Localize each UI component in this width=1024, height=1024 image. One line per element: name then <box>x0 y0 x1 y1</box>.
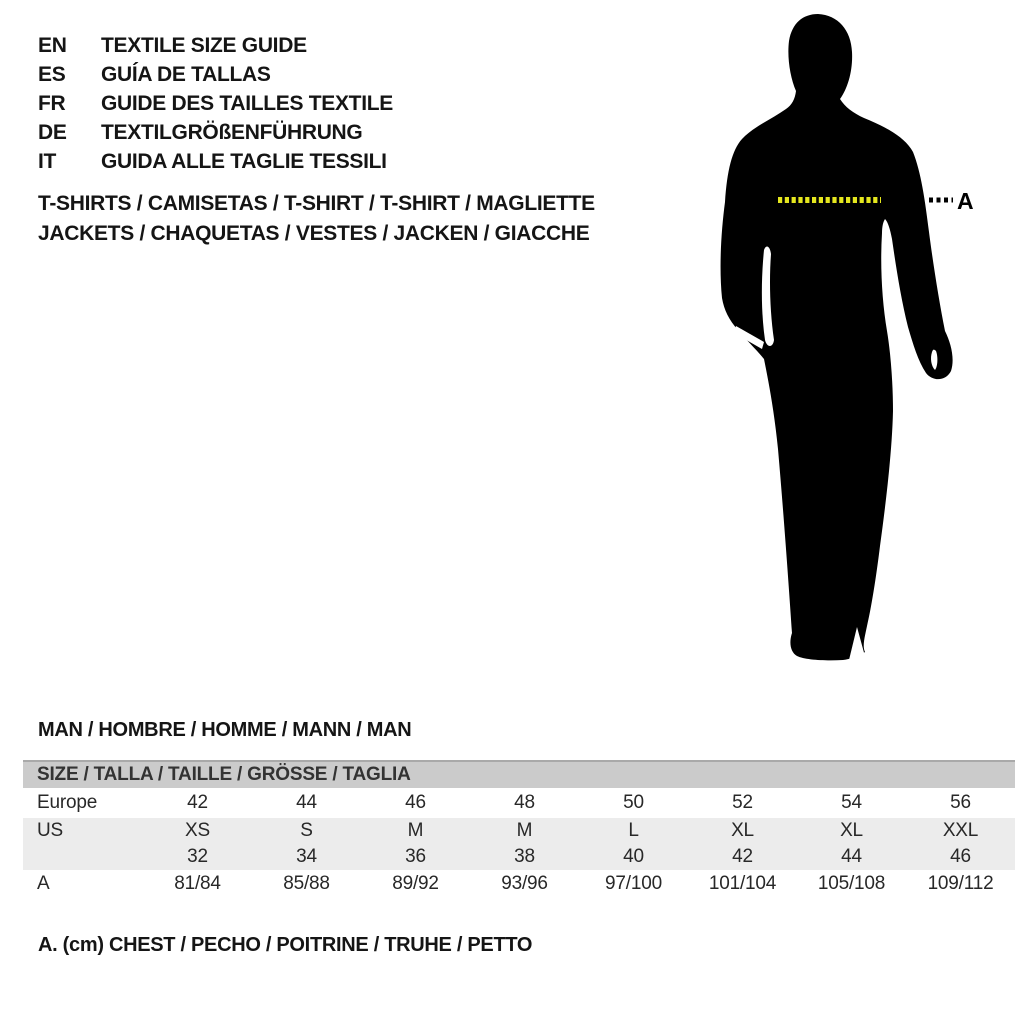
size-cell: M <box>407 820 424 841</box>
size-table-header: SIZE / TALLA / TAILLE / GRÖSSE / TAGLIA <box>23 760 1015 788</box>
size-cell: 36 <box>405 846 426 867</box>
row-label: A <box>37 873 50 894</box>
guide-title-en: TEXTILE SIZE GUIDE <box>101 34 307 57</box>
table-row-europe <box>23 788 1015 818</box>
size-cell: 34 <box>296 846 317 867</box>
size-cell: 109/112 <box>927 873 994 894</box>
language-code: DE <box>38 121 67 144</box>
size-cell: 52 <box>732 792 753 813</box>
guide-title-it: GUIDA ALLE TAGLIE TESSILI <box>101 150 387 173</box>
measure-label-a: A <box>957 188 974 214</box>
measurement-footnote: A. (cm) CHEST / PECHO / POITRINE / TRUHE / PETTO <box>38 934 533 956</box>
category-line-jackets: JACKETS / CHAQUETAS / VESTES / JACKEN / GIACCHE <box>38 222 590 245</box>
size-cell: 56 <box>950 792 971 813</box>
size-cell: XXL <box>942 820 979 841</box>
language-code: IT <box>38 150 57 173</box>
table-stripe-band <box>23 818 1015 870</box>
category-line-tshirts: T-SHIRTS / CAMISETAS / T-SHIRT / T-SHIRT / MAGLIETTE <box>38 192 595 215</box>
gender-title: MAN / HOMBRE / HOMME / MANN / MAN <box>38 719 412 741</box>
size-cell: 42 <box>732 846 753 867</box>
size-cell: 54 <box>841 792 862 813</box>
guide-title-fr: GUIDE DES TAILLES TEXTILE <box>101 92 393 115</box>
table-row-us <box>23 818 1015 844</box>
row-label: Europe <box>37 792 98 813</box>
guide-title-es: GUÍA DE TALLAS <box>101 63 271 86</box>
size-cell: 105/108 <box>817 873 886 894</box>
size-cell: 93/96 <box>501 873 548 894</box>
size-table <box>23 760 1015 898</box>
size-cell: 46 <box>405 792 426 813</box>
size-cell: 89/92 <box>392 873 439 894</box>
size-cell: 85/88 <box>283 873 330 894</box>
size-cell: 32 <box>187 846 208 867</box>
table-row-chest-cm <box>23 870 1015 898</box>
guide-title-de: TEXTILGRÖßENFÜHRUNG <box>101 121 363 144</box>
size-cell: 38 <box>514 846 535 867</box>
language-code: FR <box>38 92 66 115</box>
size-cell: 46 <box>950 846 971 867</box>
row-label <box>23 844 143 870</box>
size-cell: 81/84 <box>174 873 221 894</box>
size-cell: L <box>628 820 639 841</box>
size-cell: 97/100 <box>605 873 662 894</box>
language-code: ES <box>38 63 66 86</box>
size-cell: 42 <box>187 792 208 813</box>
language-code: EN <box>38 34 67 57</box>
size-cell: XL <box>731 820 754 841</box>
row-label: US <box>37 820 63 841</box>
size-cell: XS <box>185 820 210 841</box>
size-cell: 44 <box>296 792 317 813</box>
size-cell: 40 <box>623 846 644 867</box>
size-cell: XL <box>840 820 863 841</box>
size-cell: 48 <box>514 792 535 813</box>
size-cell: M <box>516 820 533 841</box>
size-cell: 50 <box>623 792 644 813</box>
table-row-alt-sizes <box>23 844 1015 870</box>
size-cell: S <box>300 820 313 841</box>
size-cell: 44 <box>841 846 862 867</box>
size-cell: 101/104 <box>708 873 777 894</box>
